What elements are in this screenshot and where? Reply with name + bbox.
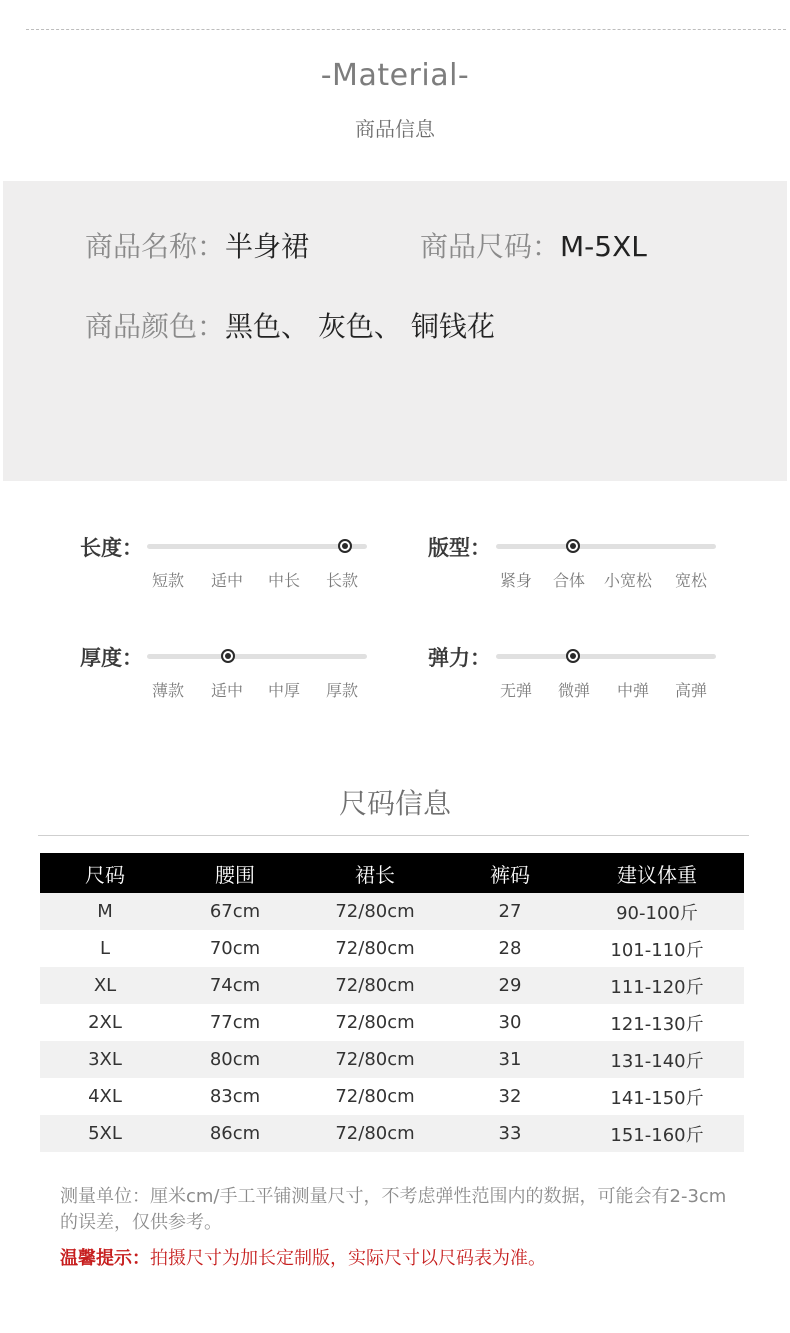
- table-cell: 131-140斤: [570, 1041, 744, 1078]
- size-table-header-cell: 建议体重: [570, 853, 744, 893]
- table-row: [40, 967, 744, 1004]
- top-dashed-divider: [26, 29, 786, 30]
- attribute-option: 适中: [211, 681, 244, 700]
- attribute-option: 厚款: [326, 681, 359, 700]
- attribute-label: 版型：: [428, 536, 491, 560]
- attribute-option: 合体: [553, 571, 586, 590]
- table-cell: 72/80cm: [300, 1115, 450, 1152]
- size-table-header-cell: 尺码: [40, 853, 170, 893]
- table-cell: 30: [498, 1012, 522, 1033]
- product-name-row: [85, 225, 309, 265]
- table-cell: 101-110斤: [610, 939, 704, 961]
- size-section-title: 尺码信息: [338, 787, 451, 820]
- product-name-value: 半身裙: [225, 230, 310, 263]
- table-cell: 72/80cm: [335, 1086, 415, 1107]
- size-table-header: [40, 853, 744, 893]
- attribute-knob: [221, 649, 235, 663]
- attribute-option: 短款: [152, 571, 185, 590]
- reminder-tip: [60, 1244, 546, 1270]
- table-cell: 72/80cm: [335, 938, 415, 959]
- table-row: [40, 1004, 744, 1041]
- table-cell: 77cm: [209, 1012, 261, 1033]
- table-cell: 86cm: [170, 1115, 300, 1152]
- material-title: -Material-: [320, 58, 470, 93]
- attribute-label: 弹力：: [428, 646, 491, 670]
- attribute-track: [496, 654, 716, 659]
- table-cell: 29: [450, 967, 570, 1004]
- table-cell: 90-100斤: [570, 893, 744, 930]
- attribute-option: 长款: [326, 571, 359, 590]
- table-row: [40, 893, 744, 930]
- table-cell: 32: [498, 1086, 522, 1107]
- table-cell: 80cm: [170, 1041, 300, 1078]
- attribute-option: 薄款: [152, 681, 185, 700]
- attribute-option: 小宽松: [604, 571, 653, 590]
- table-cell: 72/80cm: [300, 967, 450, 1004]
- size-section-divider: [38, 835, 749, 836]
- product-name-label: 商品名称：: [85, 230, 226, 263]
- attribute-label: 厚度：: [80, 646, 143, 670]
- product-size-label: 商品尺码：: [420, 230, 561, 263]
- table-row: [40, 1041, 744, 1078]
- attribute-knob: [566, 649, 580, 663]
- table-cell: 74cm: [170, 967, 300, 1004]
- product-color-value: 黑色、 灰色、 铜钱花: [225, 310, 495, 343]
- table-cell: 4XL: [88, 1086, 122, 1107]
- table-cell: 72/80cm: [300, 893, 450, 930]
- measurement-note: 测量单位：厘米cm/手工平铺测量尺寸，不考虑弹性范围内的数据，可能会有2-3cm的误差，仅供参考。: [60, 1186, 727, 1233]
- table-row: [40, 1078, 744, 1115]
- attribute-option: 中长: [268, 571, 301, 590]
- table-cell: 70cm: [209, 938, 261, 959]
- attribute-option: 微弹: [558, 681, 591, 700]
- size-table: [40, 853, 744, 1152]
- table-cell: 141-150斤: [610, 1087, 704, 1109]
- table-cell: 28: [498, 938, 522, 959]
- table-cell: 5XL: [40, 1115, 170, 1152]
- product-info-panel: [3, 181, 787, 481]
- size-table-header-cell: 裤码: [450, 853, 570, 893]
- attribute-option: 无弹: [500, 681, 533, 700]
- product-size-row: [420, 225, 647, 265]
- table-cell: 33: [450, 1115, 570, 1152]
- table-row: [40, 930, 744, 967]
- table-cell: M: [40, 893, 170, 930]
- table-cell: 67cm: [170, 893, 300, 930]
- attribute-option: 紧身: [500, 571, 533, 590]
- attribute-option: 中厚: [268, 681, 301, 700]
- table-cell: 72/80cm: [335, 1012, 415, 1033]
- table-cell: 2XL: [88, 1012, 122, 1033]
- product-size-value: M-5XL: [560, 230, 647, 263]
- product-color-label: 商品颜色：: [85, 310, 226, 343]
- size-table-header-cell: 裙长: [300, 853, 450, 893]
- attribute-knob: [566, 539, 580, 553]
- attribute-track: [147, 654, 367, 659]
- table-cell: 151-160斤: [570, 1115, 744, 1152]
- table-cell: XL: [40, 967, 170, 1004]
- table-cell: 27: [450, 893, 570, 930]
- attribute-label: 长度：: [80, 536, 143, 560]
- table-cell: 121-130斤: [610, 1013, 704, 1035]
- table-cell: L: [99, 938, 111, 959]
- table-cell: 83cm: [209, 1086, 261, 1107]
- attribute-option: 宽松: [675, 571, 708, 590]
- table-cell: 31: [450, 1041, 570, 1078]
- reminder-tip-text: 拍摄尺寸为加长定制版，实际尺寸以尺码表为准。: [150, 1248, 546, 1269]
- table-cell: 72/80cm: [300, 1041, 450, 1078]
- reminder-tip-label: 温馨提示：: [60, 1248, 150, 1269]
- table-cell: 3XL: [40, 1041, 170, 1078]
- attribute-option: 适中: [211, 571, 244, 590]
- material-subtitle: 商品信息: [355, 117, 435, 141]
- product-color-row: [85, 305, 495, 345]
- attribute-option: 中弹: [617, 681, 650, 700]
- table-cell: 111-120斤: [570, 967, 744, 1004]
- attribute-track: [496, 544, 716, 549]
- table-row: [40, 1115, 744, 1152]
- attribute-option: 高弹: [675, 681, 708, 700]
- attribute-track: [147, 544, 367, 549]
- size-table-header-cell: 腰围: [170, 853, 300, 893]
- attribute-knob: [338, 539, 352, 553]
